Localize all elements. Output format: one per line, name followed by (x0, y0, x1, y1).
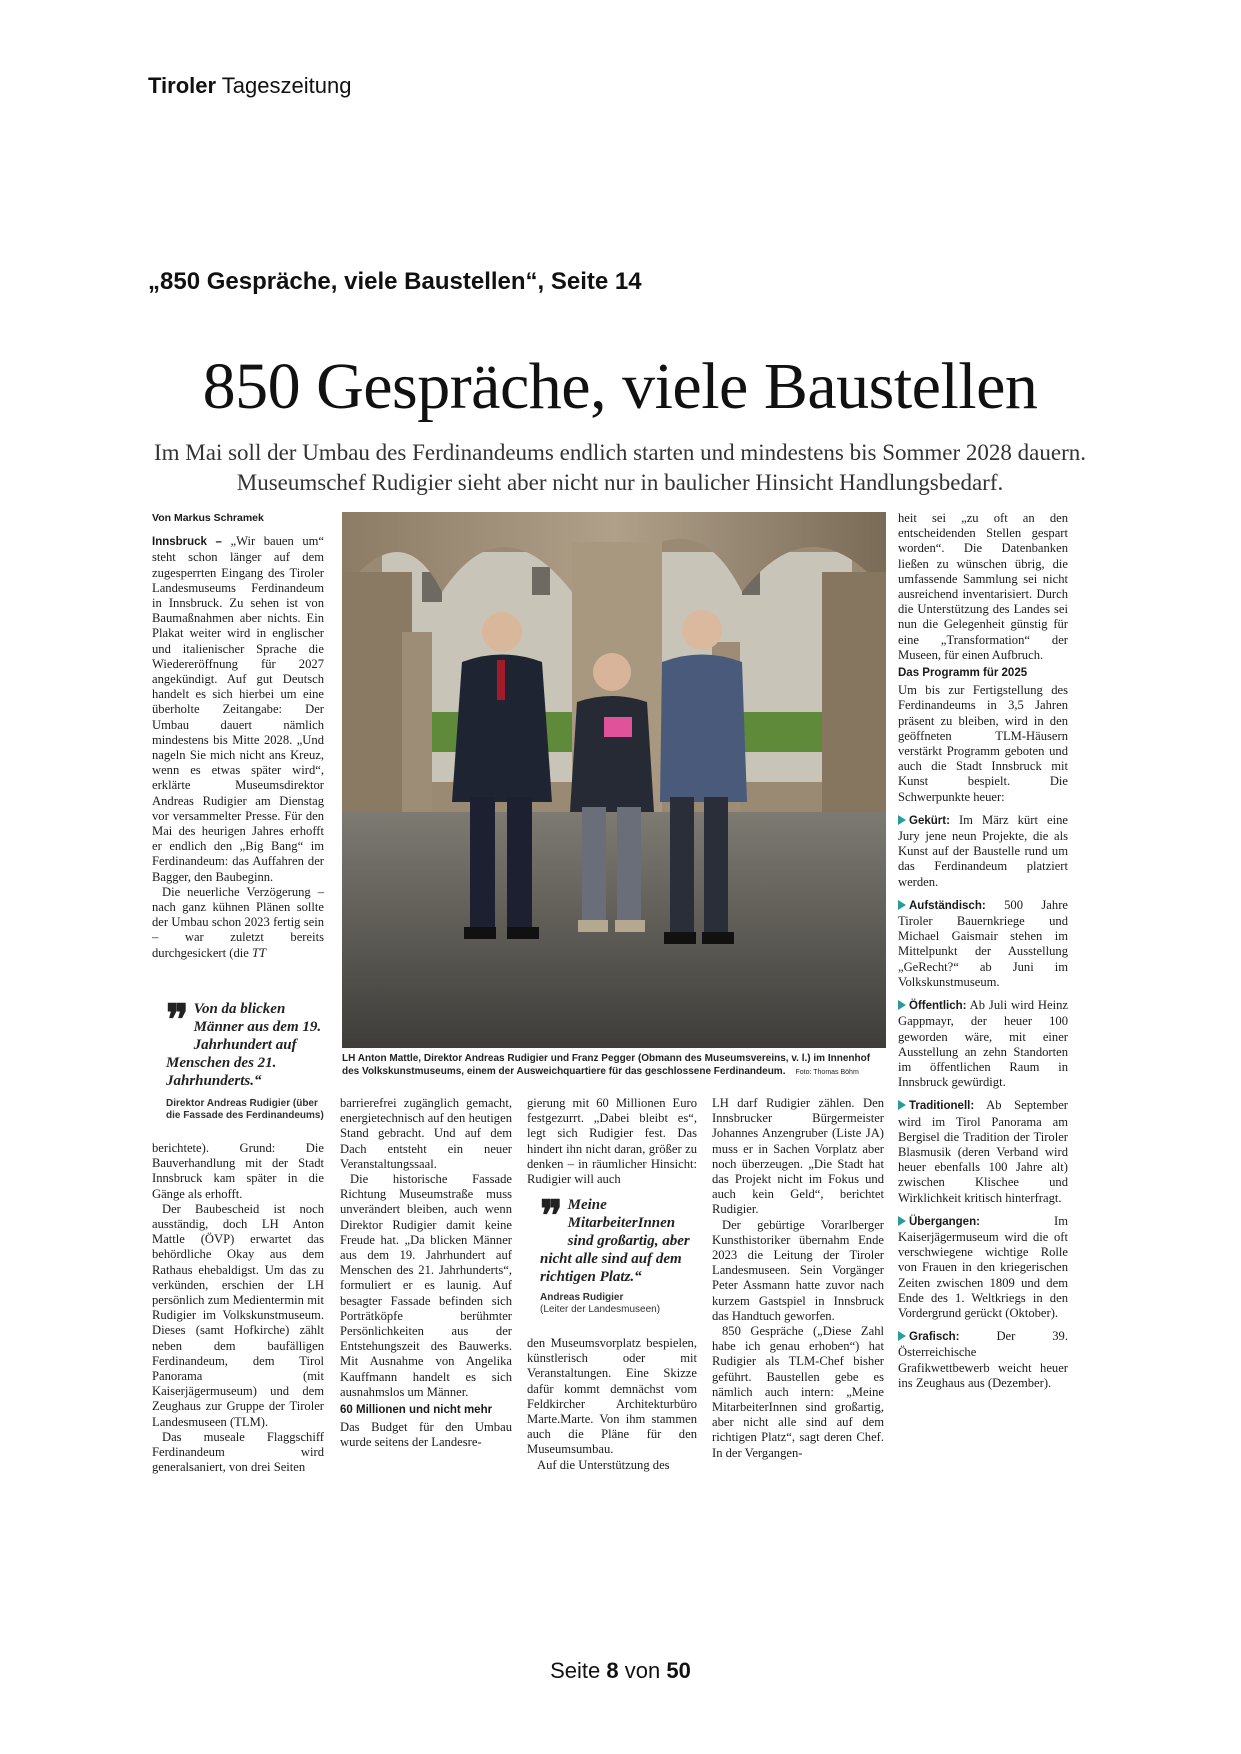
paragraph: 850 Gespräche („Diese Zahl habe ich genau erhoben“) hat Rudigier als TLM-Chef bisher geführt. Baustellen gebe es nämlich auch intern: „Meine MitarbeiterInnen sind großartig, aber nicht alle sind auf dem richtigen Platz“, sagt deren Chef. In der Vergangen- (712, 1324, 884, 1460)
program-item (898, 813, 1068, 890)
column-3-continued (527, 1336, 697, 1473)
column-1 (152, 511, 324, 961)
program-item-text: Ab Juli wird Heinz Gappmayr, der heuer 100 geworden wäre, mit einer Ausstellung an zehn Standorten im öffentlichen Raum in Innsbruck gewürdigt. (898, 998, 1068, 1090)
page-reference: „850 Gespräche, viele Baustellen“, Seite 14 (148, 268, 642, 295)
program-item (898, 898, 1068, 990)
program-item-label: Traditionell: (909, 1100, 975, 1113)
program-item-label: Grafisch: (909, 1331, 960, 1344)
paragraph: heit sei „zu oft an den entscheidenden Stellen gespart worden“. Die Datenbanken ließen zu wünschen übrig, die umfassende Sammlung sei nicht ausreichend inventarisiert. Durch die Unterstützung des Landes sei nun die Gelegenheit günstig für eine „Transformation“ der Museen, für einen Aufbruch. (898, 511, 1068, 662)
arrow-bullet-icon (898, 1216, 906, 1226)
pull-quote-1-source: Direktor Andreas Rudigier (über die Fassade des Ferdinandeums) (166, 1098, 324, 1121)
program-item-text: Der 39. Österreichische Grafikwettbewerb weicht heuer ins Zeughaus aus (Dezember). (898, 1329, 1068, 1390)
program-item-text: Im Kaiserjägermuseum wird die oft verschwiegene wichtige Rolle von Frauen in den kriegerischen Zeiten zwischen 1809 und dem Ende des 1. Weltkriegs in den Vordergrund gerückt (Oktober). (898, 1213, 1068, 1320)
program-item (898, 1214, 1068, 1321)
paragraph: den Museumsvorplatz bespielen, künstlerisch oder mit Veranstaltungen. Eine Skizze dafür kommt demnächst vom Feldkircher Architekturbüro Marte.Marte. Von ihm stammen auch die Pläne für den Museumsumbau. (527, 1336, 697, 1457)
arrow-bullet-icon (898, 1331, 906, 1341)
photo-caption: LH Anton Mattle, Direktor Andreas Rudigier und Franz Pegger (Obmann des Museumsvereins, v. l.) im Innenhof des Volkskunstmuseums, einem der Ausweichquartiere für das geschlossene Ferdinandeum. Foto: Thomas Böhm (342, 1053, 871, 1077)
page-counter: Seite 8 von 50 (550, 1658, 691, 1683)
pull-quote-2: ❞ Meine MitarbeiterInnen sind großartig, aber nicht alle sind auf dem richtigen Platz.“ (540, 1192, 690, 1285)
program-item (898, 998, 1068, 1090)
column-1-continued (152, 1141, 324, 1475)
program-item (898, 1329, 1068, 1391)
arrow-bullet-icon (898, 900, 906, 910)
photo-credit: Foto: Thomas Böhm (795, 1069, 859, 1076)
program-item-text: 500 Jahre Tiroler Bauernkriege und Michael Gaismair stehen im Mittelpunkt der Ausstellung „GeRecht?“ ab Juni im Volkskunstmuseum. (898, 897, 1068, 989)
article-lead: Im Mai soll der Umbau des Ferdinandeums endlich starten und mindestens bis Sommer 2028 dauern. Museumschef Rudigier sieht aber nicht nur in baulicher Hinsicht Handlungsbedarf. (154, 440, 1086, 495)
program-item (898, 1098, 1068, 1205)
pull-quote-1: ❞ Von da blicken Männer aus dem 19. Jahrhundert auf Menschen des 21. Jahrhunderts.“ (166, 996, 322, 1089)
arrow-bullet-icon (898, 1100, 906, 1110)
paragraph: gierung mit 60 Millionen Euro festgezurrt. „Dabei bleibt es“, legt sich Rudigier fest. Das hindert ihn nicht daran, größer zu denken – in räumlicher Hinsicht: Rudigier will auch (527, 1096, 697, 1187)
author-line: Von Markus Schramek (152, 512, 264, 524)
paragraph: barrierefrei zugänglich gemacht, energietechnisch auf den heutigen Stand gebracht. Und auf dem Dach entsteht ein neuer Veranstaltungssaal. (340, 1096, 512, 1171)
paragraph: Innsbruck – „Wir bauen um“ steht schon länger auf dem zugesperrten Eingang des Tiroler Landesmuseums Ferdinandeum in Innsbruck. Zu sehen ist von Baumaßnahmen aber nichts. Ein Plakat weiter wird in englischer und italienischer Sprache die Wiedereröffnung für 2027 angekündigt. Auf gut Deutsch handelt es sich hierbei um eine überholte Zeitangabe: Der Umbau dauert nämlich mindestens bis Mitte 2028. „Und nageln Sie mich nicht ans Kreuz, wenn es etwas später wird“, erklärte Museumsdirektor Andreas Rudigier am Dienstag vor versammelter Presse. Für den Mai des heurigen Jahres erhofft er endlich den „Big Bang“ im Ferdinandeum: das Auffahren der Bagger, den Baubeginn. (152, 534, 324, 884)
publication-name: Tiroler Tageszeitung (148, 73, 352, 98)
program-item-label: Aufständisch: (909, 899, 986, 912)
paragraph: Der gebürtige Vorarlberger Kunsthistoriker übernahm Ende 2023 die Leitung der Tiroler Landesmuseen. Sein Vorgänger Peter Assmann hatte zuvor nach kurzem Gastspiel in Innsbruck das Handtuch geworfen. (712, 1217, 884, 1323)
paragraph: Die neuerliche Verzögerung – nach ganz kühnen Plänen sollte der Umbau schon 2023 fertig sein – war zuletzt bereits durchgesickert (die TT (152, 884, 324, 960)
dateline: Innsbruck – (152, 536, 222, 549)
program-item-label: Übergangen: (909, 1215, 980, 1228)
paragraph: berichtete). Grund: Die Bauverhandlung mit der Stadt Innsbruck kam später in die Gänge als erhofft. (152, 1141, 324, 1201)
paragraph: Der Baubescheid ist noch ausständig, doch LH Anton Mattle (ÖVP) erwartet das behördliche Okay aus dem Rathaus ehebaldigst. Um das zu verkünden, erschien der LH persönlich zum Medientermin mit Rudigier im Volkskunstmuseum. Dieses (samt Hofkirche) zählt neben dem baufälligen Ferdinandeum, dem Tirol Panorama (mit Kaiserjägermuseum) und dem Zeughaus zur Gruppe der Tiroler Landesmuseen (TLM). (152, 1201, 324, 1429)
paragraph: Das museale Flaggschiff Ferdinandeum wird generalsaniert, von drei Seiten (152, 1429, 324, 1475)
program-item-label: Gekürt: (909, 814, 950, 827)
program-item-text: Ab September wird im Tirol Panorama am Bergisel die Tradition der Tiroler Blasmusik (deren Verband wird heuer ebenfalls 100 Jahre alt) zwischen Klischee und Wirklichkeit kritisch hinterfragt. (898, 1098, 1068, 1205)
article-photo (342, 512, 886, 1048)
column-3 (527, 1096, 697, 1187)
pull-quote-2-source: Andreas Rudigier (Leiter der Landesmuseen) (540, 1292, 661, 1315)
subheading: 60 Millionen und nicht mehr (340, 1404, 493, 1417)
paragraph: Auf die Unterstützung des (537, 1457, 670, 1472)
column-5 (898, 511, 1068, 1391)
paragraph: Um bis zur Fertigstellung des Ferdinandeums in 3,5 Jahren präsent zu bleiben, wird in den geöffneten TLM-Häusern verstärkt Programm geboten und auch die Stadt Innsbruck mit Kunst bespielt. Die Schwerpunkte heuer: (898, 683, 1068, 804)
subheading: Das Programm für 2025 (898, 667, 1028, 680)
column-2 (340, 1096, 512, 1451)
arrow-bullet-icon (898, 815, 906, 825)
quote-mark-icon: ❞ (540, 1192, 563, 1239)
paragraph: Die historische Fassade Richtung Museumstraße muss unverändert bleiben, auch wenn Direktor Rudigier damit keine Freude hat. „Da blicken Männer aus dem 19. Jahrhundert auf Menschen des 21. Jahrhunderts“, formuliert er es launig. Auf besagter Fassade befinden sich Porträtköpfe berühmter Persönlichkeiten aus der Entstehungszeit des Bauwerks. Mit Ausnahme von Angelika Kauffmann handelt es sich ausnahmslos um Männer. (340, 1172, 512, 1399)
column-4 (712, 1096, 884, 1461)
arrow-bullet-icon (898, 1000, 906, 1010)
program-item-text: Im März kürt eine Jury jene neun Projekte, die als Kunst auf der Baustelle rund um das Ferdinandeum platziert werden. (898, 812, 1068, 889)
article-headline: 850 Gespräche, viele Baustellen (202, 350, 1038, 423)
quote-mark-icon: ❞ (166, 996, 189, 1043)
program-item-label: Öffentlich: (909, 1000, 967, 1013)
program-list (898, 813, 1068, 1391)
paragraph: Das Budget für den Umbau wurde seitens der Landesre- (340, 1420, 512, 1450)
paragraph: LH darf Rudigier zählen. Den Innsbrucker Bürgermeister Johannes Anzengruber (Liste JA) muss er in Sachen Vorplatz aber noch überzeugen. „Die Stadt hat das Projekt nicht im Fokus und auch kein Geld“, berichtet Rudigier. (712, 1096, 884, 1217)
